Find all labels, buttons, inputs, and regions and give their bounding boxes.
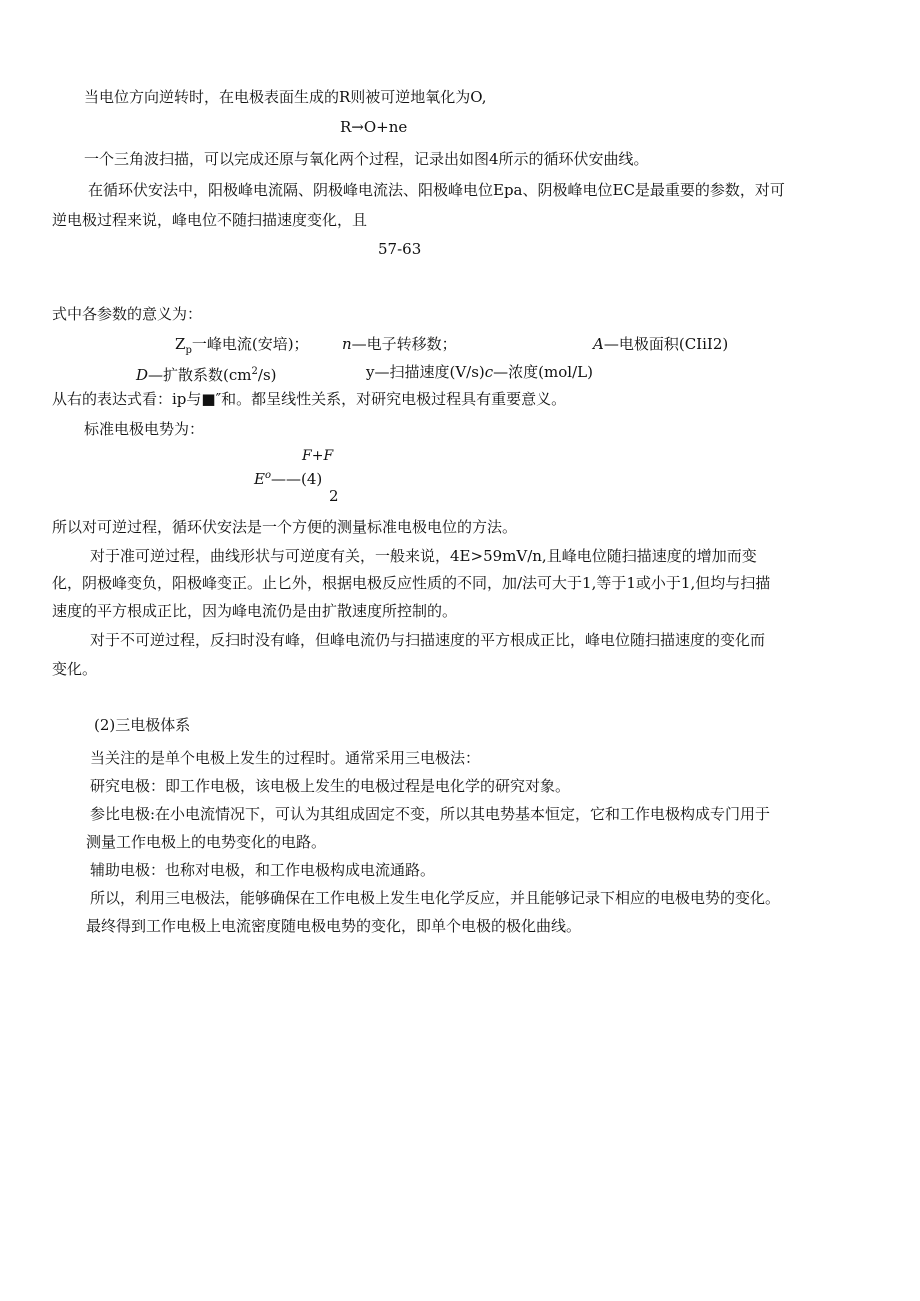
- equation-dash: ——(4): [270, 470, 323, 488]
- equation-number: 57-63: [378, 240, 422, 258]
- equation-denominator: 2: [329, 487, 339, 505]
- param-electron-number: [342, 333, 457, 355]
- paragraph-line: 测量工作电极上的电势变化的电路。: [86, 833, 327, 851]
- paragraph-line: 辅助电极：也称对电极，和工作电极构成电流通路。: [90, 861, 436, 879]
- param-text: 一峰电流(安培)；: [191, 335, 309, 353]
- paragraph-line: 对于不可逆过程，反扫时没有峰，但峰电流仍与扫描速度的平方根成正比，峰电位随扫描速度的变化而: [90, 631, 766, 649]
- param-diffusion-coefficient: [136, 361, 277, 386]
- paragraph-line: 从右的表达式看：ip与■″和。都呈线性关系，对研究电极过程具有重要意义。: [52, 390, 567, 408]
- paragraph-line: 标准电极电势为：: [84, 420, 205, 438]
- paragraph-line: 逆电极过程来说，峰电位不随扫描速度变化，且: [52, 211, 368, 229]
- param-text: —电极面积(CIiI2): [603, 335, 729, 353]
- equation-standard-potential: [254, 465, 322, 490]
- paragraph-line: 最终得到工作电极上电流密度随电极电势的变化，即单个电极的极化曲线。: [86, 917, 582, 935]
- paragraph-line: 速度的平方根成正比，因为峰电流仍是由扩散速度所控制的。: [52, 602, 458, 620]
- param-text: /s): [257, 366, 277, 384]
- symbol-a: A: [593, 335, 604, 353]
- equation-numerator: F+F: [302, 448, 334, 464]
- paragraph-line: 当电位方向逆转时，在电极表面生成的R则被可逆地氧化为O,: [84, 88, 487, 106]
- section-heading: (2)三电极体系: [94, 716, 191, 734]
- paragraph-line: 变化。: [52, 660, 98, 678]
- paragraph-line: 在循环伏安法中，阳极峰电流隔、阴极峰电流法、阳极峰电位Epa、阴极峰电位EC是最重要的参数，对可: [88, 181, 785, 199]
- paragraph-line: 对于准可逆过程，曲线形状与可逆度有关，一般来说，4E>59mV/n,且峰电位随扫描速度的增加而变: [90, 547, 757, 565]
- paragraph-line: 参比电极:在小电流情况下，可认为其组成固定不变，所以其电势基本恒定，它和工作电极构成专门用于: [90, 805, 771, 823]
- param-text: —电子转移数；: [351, 335, 457, 353]
- param-text: y—扫描速度(V/s): [366, 363, 485, 381]
- paragraph-line: 化，阴极峰变负，阳极峰变正。止匕外，根据电极反应性质的不同，加/法可大于1,等于1或小于1,但均与扫描: [52, 574, 771, 592]
- symbol-c: c: [484, 363, 494, 381]
- param-electrode-area: [593, 333, 728, 355]
- param-text: —浓度(mol/L): [493, 363, 593, 381]
- symbol-zp: Z: [175, 335, 186, 353]
- paragraph-line: 所以对可逆过程，循环伏安法是一个方便的测量标准电极电位的方法。: [52, 518, 518, 536]
- paragraph-line: 所以，利用三电极法，能够确保在工作电极上发生电化学反应，并且能够记录下相应的电极电势的变化。: [90, 889, 781, 907]
- param-scan-rate-concentration: [366, 361, 593, 383]
- symbol-e: E: [254, 470, 265, 488]
- paragraph-line: 研究电极：即工作电极，该电极上发生的电极过程是电化学的研究对象。: [90, 777, 571, 795]
- param-text: —扩散系数(cm: [148, 366, 252, 384]
- paragraph-line: 当关注的是单个电极上发生的过程时。通常采用三电极法：: [90, 749, 481, 767]
- symbol-n: n: [342, 335, 352, 353]
- param-peak-current: [175, 333, 309, 362]
- equation-r-to-o: R→O+ne: [340, 118, 408, 136]
- symbol-zp-subscript: p: [185, 345, 192, 356]
- paragraph-line: 式中各参数的意义为：: [52, 305, 203, 323]
- symbol-d: D: [136, 366, 149, 384]
- superscript: 2: [251, 366, 258, 377]
- superscript-o: o: [264, 470, 271, 481]
- paragraph-line: 一个三角波扫描，可以完成还原与氧化两个过程，记录出如图4所示的循环伏安曲线。: [84, 150, 649, 168]
